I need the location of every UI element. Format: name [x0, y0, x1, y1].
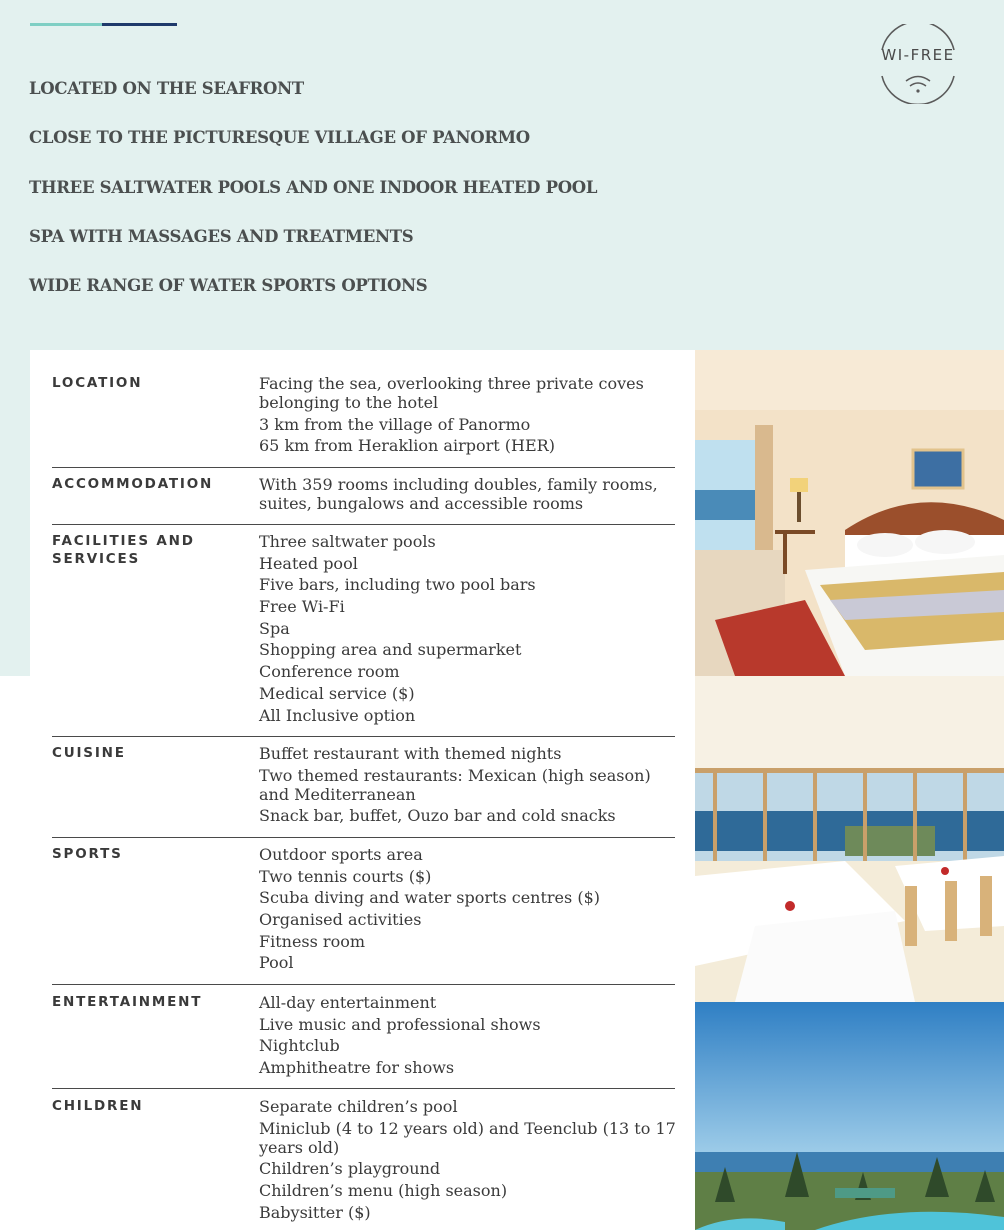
accent-bar-navy — [102, 23, 177, 26]
section-line: belonging to the hotel — [259, 393, 439, 412]
section-line: Two themed restaurants: Mexican (high season) — [259, 765, 651, 785]
section-line: Fitness room — [259, 931, 366, 951]
section-divider — [52, 984, 675, 985]
section-line: Children’s playground — [259, 1159, 441, 1179]
highlight-item: SPA WITH MASSAGES AND TREATMENTS — [29, 226, 414, 246]
section-heading: LOCATION — [52, 375, 143, 391]
section-line: With 359 rooms including doubles, family rooms, — [259, 475, 658, 494]
section-line: Snack bar, buffet, Ouzo bar and cold snacks — [259, 806, 616, 826]
highlight-item: THREE SALTWATER POOLS AND ONE INDOOR HEATED POOL — [29, 177, 598, 197]
section-line: Live music and professional shows — [259, 1014, 541, 1034]
section-line: Separate children’s pool — [259, 1097, 458, 1116]
section-line: Shopping area and supermarket — [259, 640, 522, 660]
section-heading-line: SERVICES — [52, 551, 141, 567]
photo-resort-pool — [695, 1002, 1004, 1230]
section-line: years old) — [259, 1137, 340, 1157]
section-heading — [52, 532, 252, 568]
section-divider — [52, 467, 675, 468]
section-heading: ENTERTAINMENT — [52, 994, 203, 1010]
wifi-icon — [906, 77, 930, 93]
section-line: and Mediterranean — [259, 784, 416, 804]
section-lines — [259, 993, 679, 1077]
highlight-item: LOCATED ON THE SEAFRONT — [29, 79, 304, 98]
section-line: Free Wi-Fi — [259, 597, 345, 617]
section-line: Nightclub — [259, 1036, 340, 1056]
section-heading: ACCOMMODATION — [52, 476, 214, 492]
section-divider — [52, 736, 675, 737]
photo-restaurant — [695, 676, 1004, 1002]
section-line: 3 km from the village of Panormo — [259, 414, 531, 434]
section-divider — [52, 1088, 675, 1089]
section-line: Organised activities — [259, 910, 422, 930]
section-line: Babysitter ($) — [259, 1202, 371, 1222]
section-lines — [259, 374, 679, 455]
section-lines — [259, 845, 679, 972]
section-line: 65 km from Heraklion airport (HER) — [259, 436, 555, 456]
facts-table — [30, 350, 696, 1230]
section-line: Conference room — [259, 662, 400, 682]
section-line: Medical service ($) — [259, 683, 415, 703]
section-line: Children’s menu (high season) — [259, 1181, 508, 1201]
section-line: Two tennis courts ($) — [259, 866, 432, 886]
section-line: Miniclub (4 to 12 years old) and Teenclub (13 to 17 — [259, 1118, 676, 1138]
section-line: Heated pool — [259, 553, 358, 573]
section-lines — [259, 475, 679, 513]
section-line: Buffet restaurant with themed nights — [259, 744, 562, 763]
section-lines — [259, 1097, 679, 1222]
section-line: Three saltwater pools — [259, 532, 436, 551]
highlight-item: WIDE RANGE OF WATER SPORTS OPTIONS — [29, 276, 428, 296]
section-line: Five bars, including two pool bars — [259, 575, 536, 595]
section-divider — [52, 524, 675, 525]
section-line: Amphitheatre for shows — [259, 1058, 455, 1078]
wifi-badge-label: WI-FREE — [881, 46, 955, 64]
section-line: Facing the sea, overlooking three private coves — [259, 374, 644, 393]
section-lines — [259, 744, 679, 825]
section-line: Pool — [259, 953, 294, 973]
section-divider — [52, 837, 675, 838]
section-line: All Inclusive option — [259, 705, 416, 725]
section-heading: SPORTS — [52, 846, 123, 862]
section-heading: CHILDREN — [52, 1098, 144, 1114]
section-lines — [259, 532, 679, 725]
section-line: Outdoor sports area — [259, 845, 423, 864]
section-heading: CUISINE — [52, 745, 126, 761]
section-line: suites, bungalows and accessible rooms — [259, 494, 584, 513]
section-line: Scuba diving and water sports centres ($) — [259, 888, 600, 908]
highlights-list — [29, 78, 597, 324]
section-line: All-day entertainment — [259, 993, 437, 1012]
wifi-badge — [868, 24, 968, 104]
section-line: Spa — [259, 618, 290, 638]
photo-hotel-room — [695, 350, 1004, 676]
wifi-badge-ring-icon — [868, 24, 968, 104]
highlight-item: CLOSE TO THE PICTURESQUE VILLAGE OF PANORMO — [29, 128, 530, 148]
section-heading-line: FACILITIES AND — [52, 533, 195, 549]
accent-bar-teal — [30, 23, 102, 26]
side-band — [0, 350, 30, 676]
